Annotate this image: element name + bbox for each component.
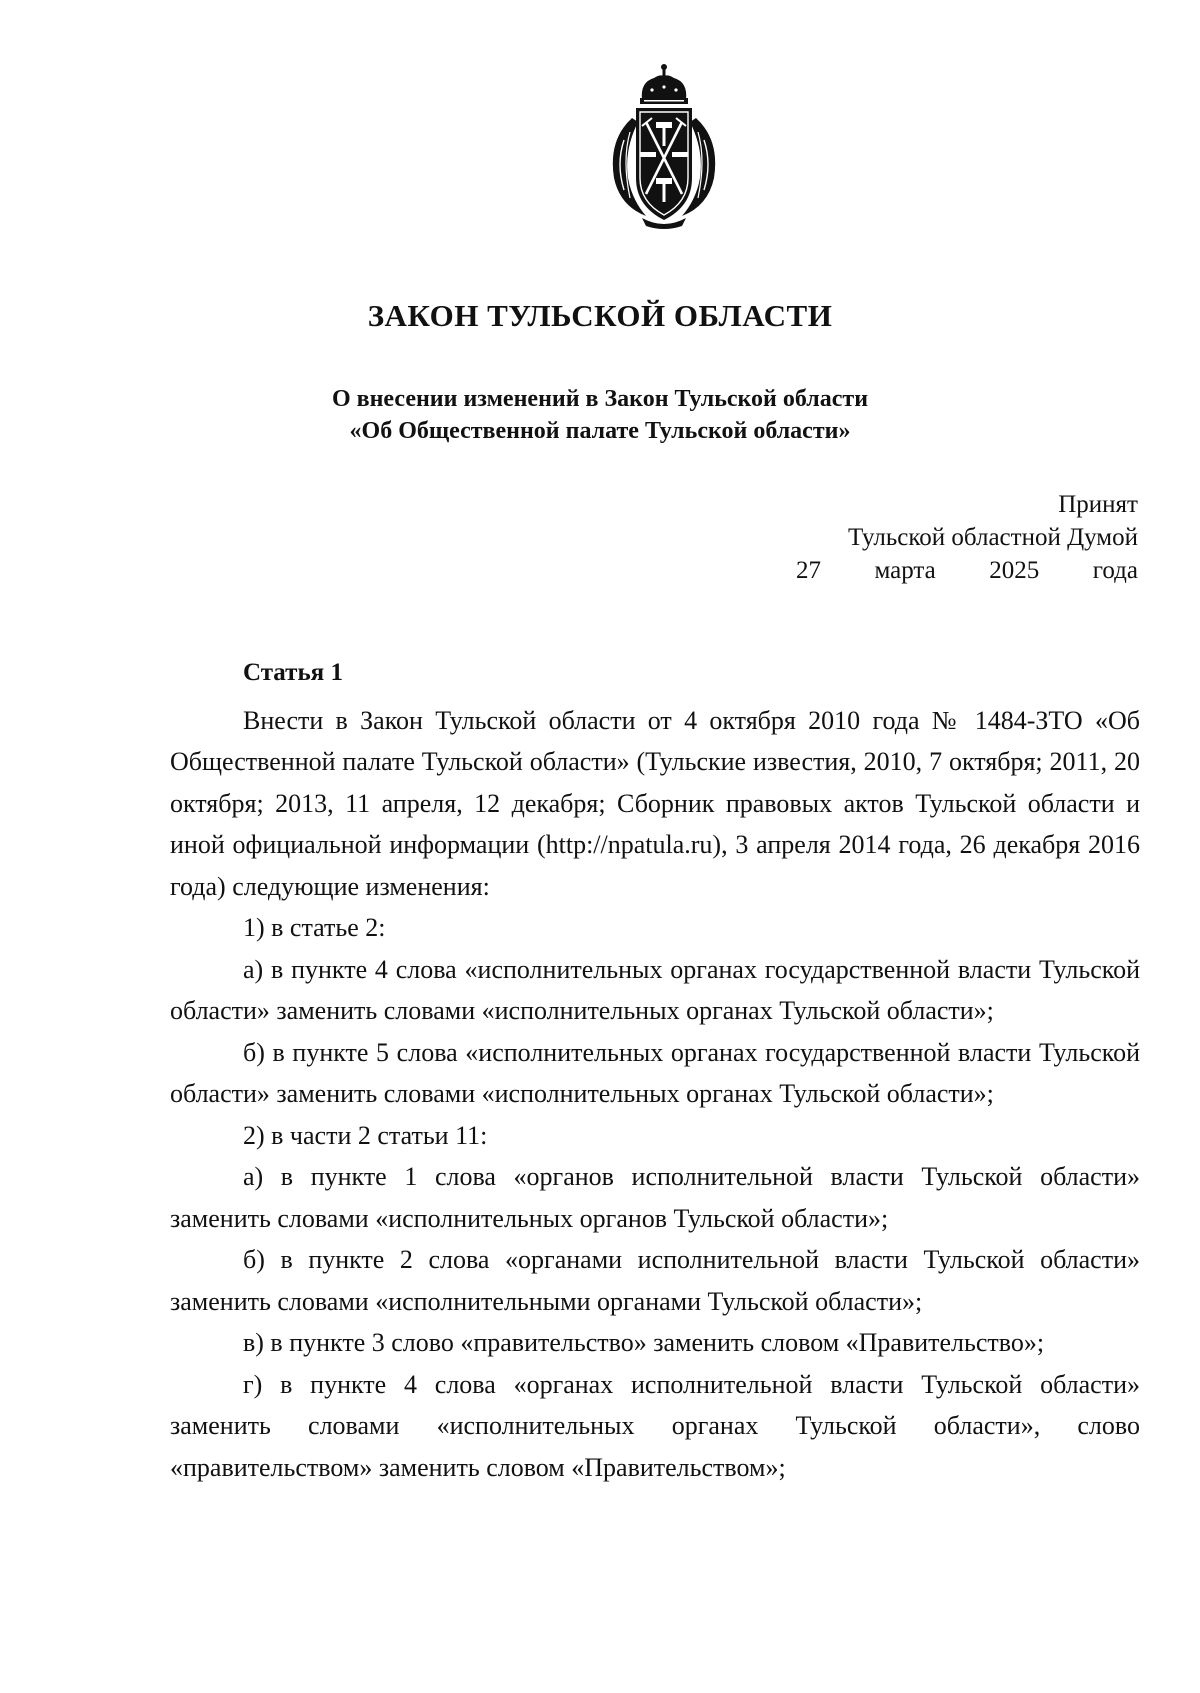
adoption-block [796, 488, 1138, 587]
article-paragraph: а) в пункте 4 слова «исполнительных органах государственной власти Тульской области» заменить словами «исполнительных органах Тульской области»; [170, 954, 1140, 1025]
article-body [170, 652, 1140, 1488]
law-title: ЗАКОН ТУЛЬСКОЙ ОБЛАСТИ [367, 298, 833, 333]
article-paragraph: 2) в части 2 статьи 11: [243, 1120, 488, 1150]
article-paragraph: а) в пункте 1 слова «органов исполнительной власти Тульской области» заменить словами «исполнительных органов Тульской области»; [170, 1162, 1140, 1233]
adoption-year: 2025 [989, 557, 1040, 584]
article-paragraph: 1) в статье 2: [243, 913, 386, 942]
article-paragraph: в) в пункте 3 слово «правительство» заменить словом «Правительство»; [243, 1328, 1045, 1357]
adoption-date [796, 554, 1138, 587]
adoption-day: 27 [796, 557, 821, 584]
subtitle-line-1: О внесении изменений в Закон Тульской области [331, 386, 869, 412]
article-paragraph: б) в пункте 5 слова «исполнительных органах государственной власти Тульской области» заменить словами «исполнительных органах Тульской области»; [170, 1037, 1140, 1108]
coat-of-arms-emblem [602, 60, 726, 230]
law-subtitle [0, 383, 1200, 447]
adoption-year-word: года [1092, 557, 1138, 584]
article-paragraph: г) в пункте 4 слова «органах исполнительной власти Тульской области» заменить словами «исполнительных органах Тульской области», слово «правительством» заменить словом «Правительством»; [170, 1369, 1140, 1482]
article-heading: Статья 1 [243, 659, 343, 686]
adopted-by: Тульской областной Думой [847, 524, 1138, 551]
adopted-label: Принят [1058, 491, 1138, 518]
article-paragraph: Внести в Закон Тульской области от 4 октября 2010 года № 1484-ЗТО «Об Общественной палате Тульской области» (Тульские известия, 2010, 7 октября; 2011, 20 октября; 2013, 11 апреля, 12 декабря; Сборник правовых актов Тульской области и иной официальной информации (http://npatula.ru), 3 апреля 2014 года, 26 декабря 2016 года) следующие изменения: [170, 705, 1140, 901]
adoption-month: марта [874, 557, 936, 584]
article-paragraph: б) в пункте 2 слова «органами исполнительной власти Тульской области» заменить словами «исполнительными органами Тульской области»; [170, 1245, 1140, 1316]
subtitle-line-2: «Об Общественной палате Тульской области» [349, 418, 851, 444]
